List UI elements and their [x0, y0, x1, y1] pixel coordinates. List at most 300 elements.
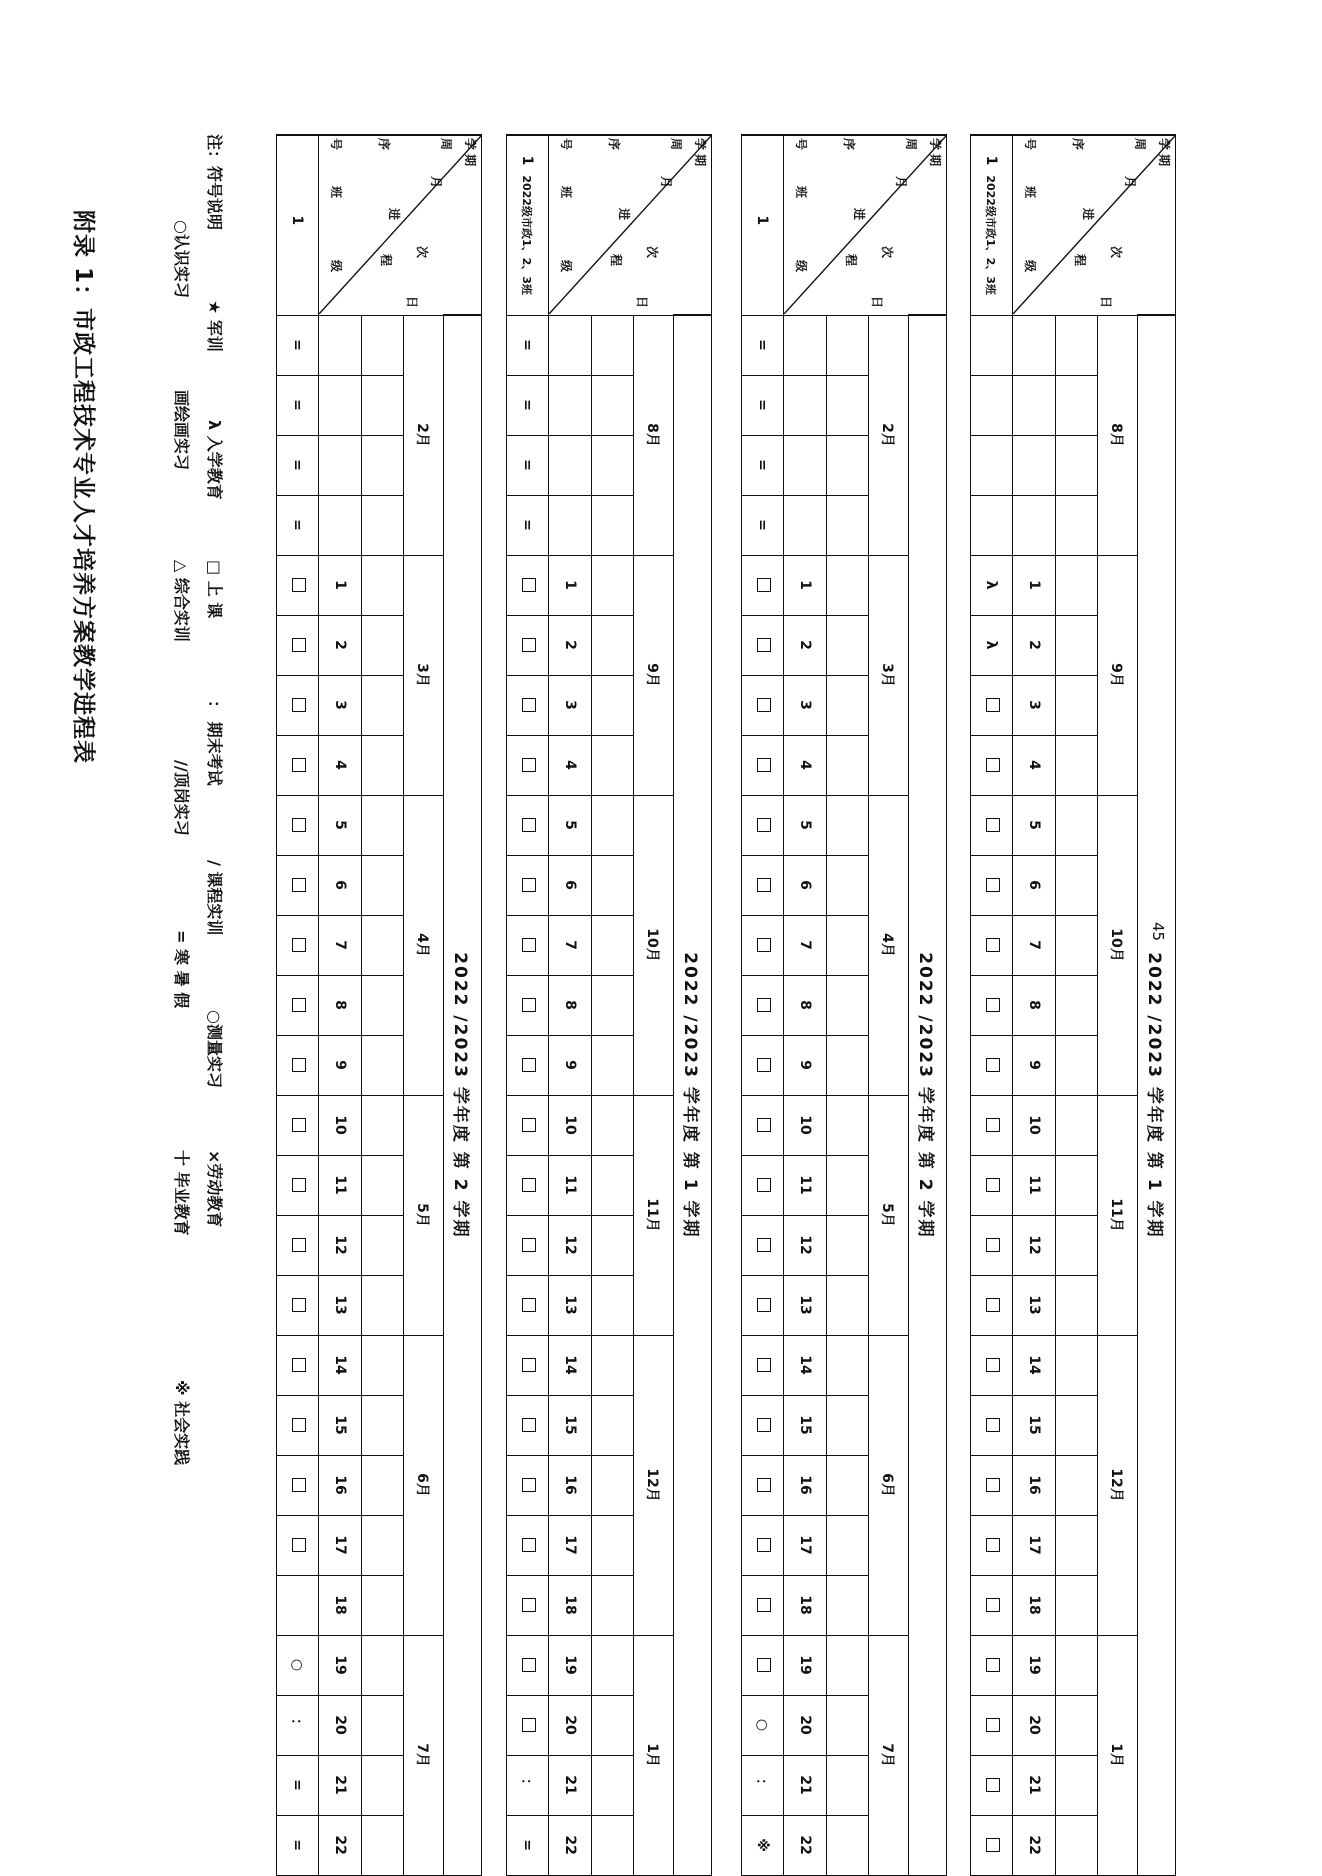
corner-label-zhou: 周	[904, 138, 918, 151]
blank-cell	[362, 1275, 404, 1335]
blank-cell	[592, 1515, 634, 1575]
schedule-cell	[507, 915, 549, 975]
schedule-cell	[742, 915, 784, 975]
month-header: 12月	[634, 1335, 674, 1635]
corner-label-hao: 号	[794, 138, 808, 151]
corner-diagonal	[549, 136, 711, 314]
row-seq-number	[742, 135, 784, 315]
week-number: 10	[319, 1095, 362, 1155]
blank-cell	[1056, 735, 1098, 795]
corner-label-yue: 月	[1123, 176, 1137, 189]
blank-cell	[827, 1395, 869, 1455]
week-number: 4	[1013, 735, 1056, 795]
class-session-box	[293, 578, 307, 592]
corner-label-jin: 进	[387, 208, 401, 221]
blank-cell	[827, 375, 869, 435]
corner-label-hao: 号	[559, 138, 573, 151]
blank-cell	[362, 1335, 404, 1395]
class-session-box	[987, 758, 1001, 772]
month-header: 5月	[404, 1095, 444, 1335]
schedule-cell	[507, 555, 549, 615]
corner-label-ban: 班	[794, 186, 808, 199]
schedule-cell: =	[507, 315, 549, 375]
blank-cell	[362, 1215, 404, 1275]
schedule-cell	[507, 975, 549, 1035]
schedule-cell	[971, 1455, 1013, 1515]
blank-cell	[1056, 915, 1098, 975]
blank-cell	[592, 1395, 634, 1455]
schedule-cell	[971, 1155, 1013, 1215]
schedule-cell	[277, 1455, 319, 1515]
legend-item: //顶岗实习	[172, 760, 191, 836]
blank-cell	[592, 1335, 634, 1395]
schedule-cell	[507, 675, 549, 735]
legend-item: △ 综合实训	[172, 560, 191, 642]
schedule-cell	[507, 795, 549, 855]
blank-cell	[1056, 1395, 1098, 1455]
class-session-box	[987, 698, 1001, 712]
class-session-box	[987, 1538, 1001, 1552]
schedule-cell: =	[507, 495, 549, 555]
class-session-box	[758, 998, 772, 1012]
week-number: 15	[319, 1395, 362, 1455]
schedule-cell	[277, 1215, 319, 1275]
week-number: 17	[784, 1515, 827, 1575]
schedule-cell	[507, 855, 549, 915]
corner-label-cheng: 程	[1073, 254, 1087, 267]
schedule-cell	[742, 735, 784, 795]
schedule-cell	[971, 1755, 1013, 1815]
class-session-box	[293, 1418, 307, 1432]
class-session-box	[523, 1298, 537, 1312]
blank-cell	[362, 795, 404, 855]
schedule-cell	[742, 1515, 784, 1575]
class-session-box	[758, 638, 772, 652]
class-session-box	[523, 1178, 537, 1192]
class-session-box	[987, 1778, 1001, 1792]
corner-label-ci: 次	[1109, 246, 1123, 259]
legend-item: λ 入学教育	[205, 420, 224, 500]
week-number: 11	[319, 1155, 362, 1215]
week-number: 12	[319, 1215, 362, 1275]
blank-cell	[1056, 1035, 1098, 1095]
schedule-cell	[277, 675, 319, 735]
blank-cell	[1056, 1335, 1098, 1395]
blank-cell	[1056, 675, 1098, 735]
schedule-cell	[507, 1035, 549, 1095]
corner-label-ri: 日	[405, 296, 419, 309]
class-session-box	[523, 1598, 537, 1612]
schedule-cell	[277, 735, 319, 795]
corner-label-ri: 日	[635, 296, 649, 309]
blank-cell	[1056, 615, 1098, 675]
week-number: 6	[549, 855, 592, 915]
blank-cell	[362, 1515, 404, 1575]
corner-label-xueqi: 学 期	[928, 138, 942, 167]
blank-cell	[549, 375, 592, 435]
schedule-cell	[742, 1635, 784, 1695]
class-session-box	[523, 1718, 537, 1732]
blank-cell	[592, 1815, 634, 1875]
schedule-cell	[971, 1275, 1013, 1335]
seq-text: 1	[519, 155, 536, 166]
blank-cell	[592, 615, 634, 675]
week-number: 18	[1013, 1575, 1056, 1635]
schedule-cell	[507, 1275, 549, 1335]
blank-cell	[1056, 555, 1098, 615]
schedule-cell	[507, 1455, 549, 1515]
schedule-cell	[277, 615, 319, 675]
corner-label-ri: 日	[1099, 296, 1113, 309]
week-number: 20	[784, 1695, 827, 1755]
blank-cell	[827, 1215, 869, 1275]
blank-cell	[362, 1155, 404, 1215]
schedule-cell	[742, 855, 784, 915]
corner-label-ji: 级	[559, 260, 573, 273]
schedule-cell	[971, 315, 1013, 375]
legend-item: ： 期末考试	[205, 700, 224, 786]
blank-cell	[362, 1815, 404, 1875]
schedule-cell: =	[277, 1755, 319, 1815]
blank-cell	[784, 495, 827, 555]
blank-cell	[1056, 855, 1098, 915]
class-session-box	[293, 998, 307, 1012]
schedule-cell	[742, 675, 784, 735]
blank-cell	[592, 1095, 634, 1155]
class-session-box	[987, 1418, 1001, 1432]
blank-cell	[827, 1455, 869, 1515]
legend-item: ★ 军训	[205, 300, 224, 352]
month-header: 10月	[1098, 795, 1138, 1095]
corner-diagonal	[784, 136, 946, 314]
week-number: 16	[319, 1455, 362, 1515]
week-number: 9	[1013, 1035, 1056, 1095]
schedule-cell: =	[277, 375, 319, 435]
class-session-box	[758, 1538, 772, 1552]
month-header: 11月	[634, 1095, 674, 1335]
corner-label-xueqi: 学 期	[463, 138, 477, 167]
blank-cell	[1056, 1215, 1098, 1275]
month-header: 12月	[1098, 1335, 1138, 1635]
week-number: 14	[549, 1335, 592, 1395]
schedule-cell	[277, 915, 319, 975]
blank-cell	[362, 1395, 404, 1455]
class-session-box	[293, 818, 307, 832]
schedule-cell: ※	[742, 1815, 784, 1875]
week-number: 12	[549, 1215, 592, 1275]
month-header: 7月	[869, 1635, 909, 1875]
week-number: 4	[549, 735, 592, 795]
week-number: 19	[784, 1635, 827, 1695]
corner-label-ri: 日	[870, 296, 884, 309]
week-number: 20	[319, 1695, 362, 1755]
class-session-box	[523, 1238, 537, 1252]
blank-cell	[592, 675, 634, 735]
schedule-cell	[507, 1335, 549, 1395]
week-number: 10	[1013, 1095, 1056, 1155]
schedule-cell	[742, 795, 784, 855]
corner-label-xu: 序	[842, 138, 856, 151]
week-number: 15	[784, 1395, 827, 1455]
blank-cell	[827, 1095, 869, 1155]
week-number: 4	[319, 735, 362, 795]
schedule-cell: =	[507, 435, 549, 495]
month-header: 7月	[404, 1635, 444, 1875]
schedule-cell: =	[277, 1815, 319, 1875]
schedule-cell	[971, 675, 1013, 735]
seq-text: 1	[754, 215, 771, 226]
blank-cell	[592, 1635, 634, 1695]
week-number: 21	[1013, 1755, 1056, 1815]
header-corner	[549, 135, 712, 315]
week-number: 18	[319, 1575, 362, 1635]
blank-cell	[362, 315, 404, 375]
page-number: 45	[1149, 922, 1167, 942]
class-session-box	[523, 578, 537, 592]
class-session-box	[987, 1658, 1001, 1672]
class-session-box	[523, 818, 537, 832]
week-number: 4	[784, 735, 827, 795]
class-session-box	[987, 818, 1001, 832]
class-session-box	[758, 578, 772, 592]
corner-label-ban: 班	[559, 186, 573, 199]
schedule-cell	[742, 1575, 784, 1635]
class-session-box	[987, 1718, 1001, 1732]
academic-term-label: 2022 /2023 学年度 第 2 学期	[909, 315, 947, 1875]
class-session-box	[293, 1538, 307, 1552]
blank-cell	[592, 1575, 634, 1635]
week-number: 13	[319, 1275, 362, 1335]
week-number: 13	[1013, 1275, 1056, 1335]
semester-table	[506, 134, 712, 1876]
blank-cell	[1056, 1455, 1098, 1515]
week-number: 21	[319, 1755, 362, 1815]
schedule-cell	[742, 1335, 784, 1395]
blank-cell	[362, 735, 404, 795]
class-session-box	[293, 938, 307, 952]
schedule-cell	[742, 1455, 784, 1515]
class-session-box	[523, 638, 537, 652]
schedule-cell	[971, 1035, 1013, 1095]
blank-cell	[592, 1455, 634, 1515]
class-session-box	[523, 878, 537, 892]
legend-item: / 课程实训	[205, 860, 224, 936]
blank-cell	[1056, 1635, 1098, 1695]
corner-label-xu: 序	[377, 138, 391, 151]
week-number: 19	[319, 1635, 362, 1695]
schedule-cell	[507, 1695, 549, 1755]
week-number: 20	[1013, 1695, 1056, 1755]
class-session-box	[293, 638, 307, 652]
blank-cell	[362, 1035, 404, 1095]
blank-cell	[1013, 375, 1056, 435]
corner-label-cheng: 程	[379, 254, 393, 267]
blank-cell	[362, 1635, 404, 1695]
blank-cell	[827, 1815, 869, 1875]
month-header: 8月	[634, 315, 674, 555]
schedule-cell	[277, 1275, 319, 1335]
corner-label-cheng: 程	[844, 254, 858, 267]
blank-cell	[592, 1275, 634, 1335]
legend-item: □ 上 课	[205, 560, 224, 619]
schedule-cell	[971, 1515, 1013, 1575]
blank-cell	[362, 375, 404, 435]
week-number: 3	[1013, 675, 1056, 735]
week-number: 3	[319, 675, 362, 735]
blank-cell	[827, 855, 869, 915]
blank-cell	[1056, 1815, 1098, 1875]
schedule-cell	[507, 1155, 549, 1215]
week-number: 2	[319, 615, 362, 675]
blank-cell	[827, 1695, 869, 1755]
class-session-box	[987, 1478, 1001, 1492]
schedule-cell	[277, 1155, 319, 1215]
month-header: 11月	[1098, 1095, 1138, 1335]
class-session-box	[758, 1598, 772, 1612]
schedule-cell: =	[277, 435, 319, 495]
schedule-cell	[507, 1515, 549, 1575]
week-number: 5	[784, 795, 827, 855]
blank-cell	[1056, 1755, 1098, 1815]
schedule-cell	[507, 1215, 549, 1275]
week-number: 9	[319, 1035, 362, 1095]
class-session-box	[758, 878, 772, 892]
week-number: 12	[784, 1215, 827, 1275]
blank-cell	[827, 495, 869, 555]
blank-cell	[592, 315, 634, 375]
week-number: 7	[784, 915, 827, 975]
blank-cell	[827, 915, 869, 975]
legend-item: ×劳动教育	[205, 1150, 224, 1228]
week-number: 16	[1013, 1455, 1056, 1515]
schedule-cell	[971, 1575, 1013, 1635]
schedule-cell: =	[742, 315, 784, 375]
blank-cell	[592, 435, 634, 495]
corner-label-ji: 级	[329, 260, 343, 273]
schedule-cell	[971, 435, 1013, 495]
blank-cell	[1056, 1095, 1098, 1155]
week-number: 17	[319, 1515, 362, 1575]
blank-cell	[362, 1695, 404, 1755]
schedule-cell	[507, 735, 549, 795]
blank-cell	[362, 1095, 404, 1155]
blank-cell	[827, 1515, 869, 1575]
week-number: 17	[1013, 1515, 1056, 1575]
blank-cell	[827, 1635, 869, 1695]
row-seq-number	[971, 135, 1013, 315]
class-session-box	[293, 878, 307, 892]
schedule-cell	[742, 975, 784, 1035]
schedule-cell	[277, 975, 319, 1035]
schedule-cell	[277, 555, 319, 615]
month-header: 4月	[869, 795, 909, 1095]
week-number: 2	[784, 615, 827, 675]
week-number: 18	[549, 1575, 592, 1635]
class-session-box	[987, 998, 1001, 1012]
corner-label-hao: 号	[329, 138, 343, 151]
schedule-cell: =	[277, 495, 319, 555]
blank-cell	[362, 855, 404, 915]
blank-cell	[362, 615, 404, 675]
blank-cell	[827, 975, 869, 1035]
blank-cell	[827, 1755, 869, 1815]
legend-item: = 寒 暑 假	[172, 930, 191, 1009]
blank-cell	[362, 1755, 404, 1815]
schedule-cell: =	[742, 435, 784, 495]
schedule-cell	[971, 1695, 1013, 1755]
corner-label-jin: 进	[617, 208, 631, 221]
week-number: 10	[784, 1095, 827, 1155]
schedule-cell: =	[742, 375, 784, 435]
schedule-cell	[742, 1215, 784, 1275]
schedule-cell: =	[277, 315, 319, 375]
corner-label-hao: 号	[1023, 138, 1037, 151]
week-number: 19	[549, 1635, 592, 1695]
blank-cell	[592, 735, 634, 795]
blank-cell	[827, 1155, 869, 1215]
legend-item: 注：符号说明	[205, 134, 224, 231]
schedule-cell: ○	[742, 1695, 784, 1755]
blank-cell	[784, 375, 827, 435]
schedule-cell: ：	[277, 1695, 319, 1755]
week-number: 11	[1013, 1155, 1056, 1215]
blank-cell	[362, 675, 404, 735]
class-session-box	[987, 1298, 1001, 1312]
blank-cell	[319, 495, 362, 555]
week-number: 15	[549, 1395, 592, 1455]
blank-cell	[827, 1035, 869, 1095]
class-session-box	[758, 1358, 772, 1372]
schedule-cell	[277, 1395, 319, 1455]
schedule-cell	[971, 1335, 1013, 1395]
row-seq-number	[277, 135, 319, 315]
week-number: 16	[784, 1455, 827, 1515]
week-number: 6	[319, 855, 362, 915]
blank-cell	[827, 1335, 869, 1395]
blank-cell	[592, 975, 634, 1035]
class-session-box	[758, 818, 772, 832]
blank-cell	[827, 795, 869, 855]
class-session-box	[293, 1238, 307, 1252]
schedule-cell	[742, 555, 784, 615]
blank-cell	[319, 435, 362, 495]
week-number: 9	[549, 1035, 592, 1095]
class-session-box	[293, 758, 307, 772]
corner-label-zhou: 周	[1133, 138, 1147, 151]
schedule-cell	[971, 1635, 1013, 1695]
class-session-box	[987, 1178, 1001, 1192]
legend-item: ○认识实习	[172, 220, 191, 298]
semester-table	[741, 134, 947, 1876]
month-header: 3月	[404, 555, 444, 795]
class-session-box	[987, 1358, 1001, 1372]
corner-label-ci: 次	[645, 246, 659, 259]
class-session-box	[523, 1658, 537, 1672]
week-number: 14	[1013, 1335, 1056, 1395]
blank-cell	[549, 495, 592, 555]
class-session-box	[758, 1118, 772, 1132]
class-session-box	[758, 1298, 772, 1312]
class-session-box	[987, 878, 1001, 892]
class-session-box	[758, 758, 772, 772]
schedule-cell	[277, 1515, 319, 1575]
week-number: 8	[549, 975, 592, 1035]
corner-label-xu: 序	[607, 138, 621, 151]
class-session-box	[758, 1418, 772, 1432]
class-session-box	[523, 938, 537, 952]
month-header: 5月	[869, 1095, 909, 1335]
corner-label-ji: 级	[1023, 260, 1037, 273]
